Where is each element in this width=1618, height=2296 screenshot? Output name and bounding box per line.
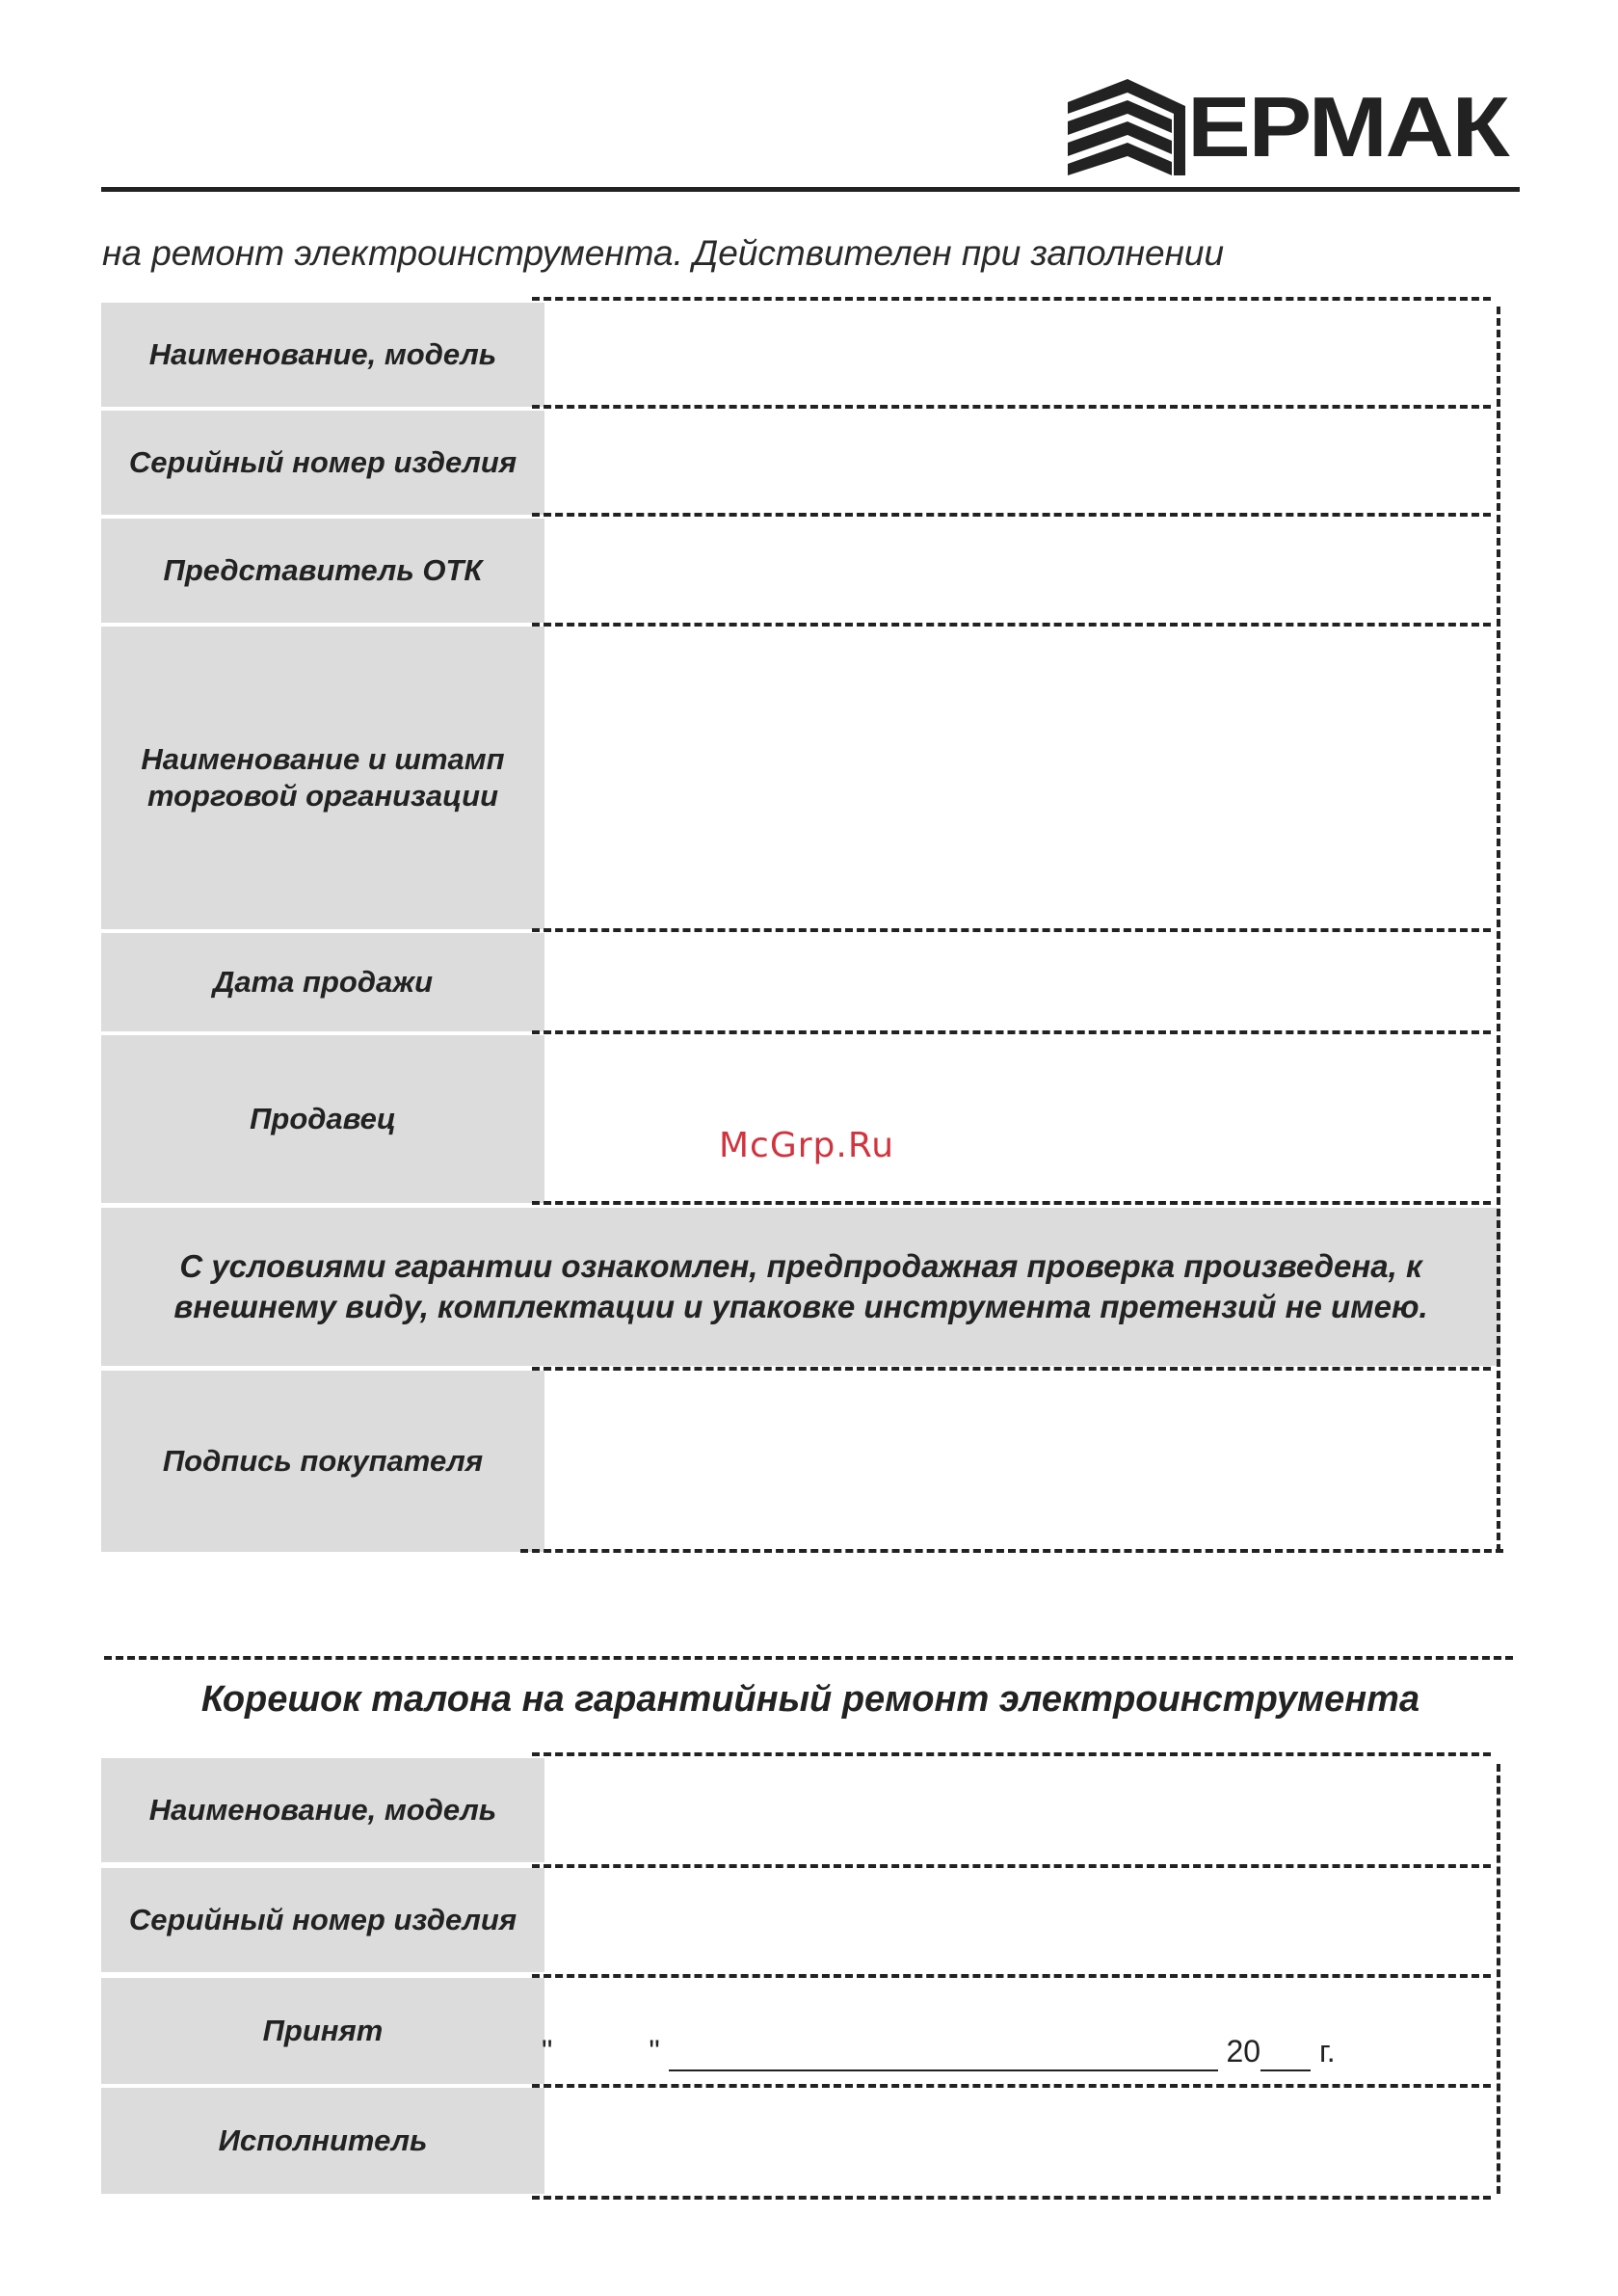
date-close-quote: " [649, 2034, 660, 2069]
label-seller: Продавец [101, 1035, 544, 1203]
field-qc-rep[interactable] [532, 519, 1500, 623]
field-sale-date[interactable] [532, 933, 1500, 1031]
dashed-border [532, 1030, 1491, 1034]
logo-chevron-icon [1068, 79, 1185, 175]
dashed-border [532, 623, 1491, 627]
dashed-border [532, 928, 1491, 932]
warranty-notice: С условиями гарантии ознакомлен, предпродажная проверка произведена, к внешнему виду, комплектации и упаковке инструмента претензий не имею. [101, 1208, 1500, 1366]
date-year-prefix: 20 [1226, 2034, 1261, 2069]
label-serial: Серийный номер изделия [101, 411, 544, 515]
date-year-blank[interactable] [1260, 2034, 1311, 2071]
stub-field-serial[interactable] [532, 1868, 1500, 1972]
field-seller[interactable] [532, 1035, 1500, 1203]
dashed-border-right [1497, 1764, 1500, 2194]
stub-label-accepted: Принят [101, 1978, 544, 2084]
date-year-suffix: г. [1318, 2034, 1336, 2069]
stub-field-executor[interactable] [532, 2088, 1500, 2194]
label-buyer-signature: Подпись покупателя [101, 1371, 544, 1552]
dashed-border [532, 297, 1491, 301]
dashed-border [532, 2196, 1491, 2200]
date-open-quote: " [542, 2034, 553, 2069]
dashed-border [532, 513, 1491, 517]
stub-field-model[interactable] [532, 1758, 1500, 1862]
dashed-border [520, 1549, 1503, 1553]
dashed-border [532, 1974, 1491, 1978]
stub-label-executor: Исполнитель [101, 2088, 544, 2194]
brand-logo [1068, 79, 1525, 175]
label-sale-date: Дата продажи [101, 933, 544, 1031]
label-store-stamp: Наименование и штамп торговой организации [101, 627, 544, 929]
field-buyer-signature[interactable] [532, 1371, 1500, 1552]
dashed-border-right [1497, 307, 1500, 1552]
intro-text: на ремонт электроинструмента. Действителен при заполнении [102, 233, 1225, 273]
field-model[interactable] [532, 303, 1500, 407]
dashed-border [532, 1752, 1491, 1756]
accepted-date-line[interactable] [542, 2034, 1336, 2071]
dashed-border [532, 405, 1491, 409]
stub-label-serial: Серийный номер изделия [101, 1868, 544, 1972]
dashed-border [532, 1201, 1491, 1205]
cut-line [104, 1656, 1513, 1660]
stub-title: Корешок талона на гарантийный ремонт электроинструмента [200, 1679, 1420, 1720]
field-serial[interactable] [532, 411, 1500, 515]
stub-label-model: Наименование, модель [101, 1758, 544, 1862]
header-rule [101, 187, 1520, 192]
watermark: McGrp.Ru [719, 1126, 895, 1165]
label-qc-rep: Представитель ОТК [101, 519, 544, 623]
label-model: Наименование, модель [101, 303, 544, 407]
dashed-border [532, 2084, 1491, 2088]
brand-name: ЕРМАК [1187, 79, 1508, 174]
field-store-stamp[interactable] [532, 627, 1500, 929]
date-month-blank[interactable] [669, 2034, 1218, 2071]
dashed-border [532, 1367, 1491, 1371]
dashed-border [532, 1864, 1491, 1868]
